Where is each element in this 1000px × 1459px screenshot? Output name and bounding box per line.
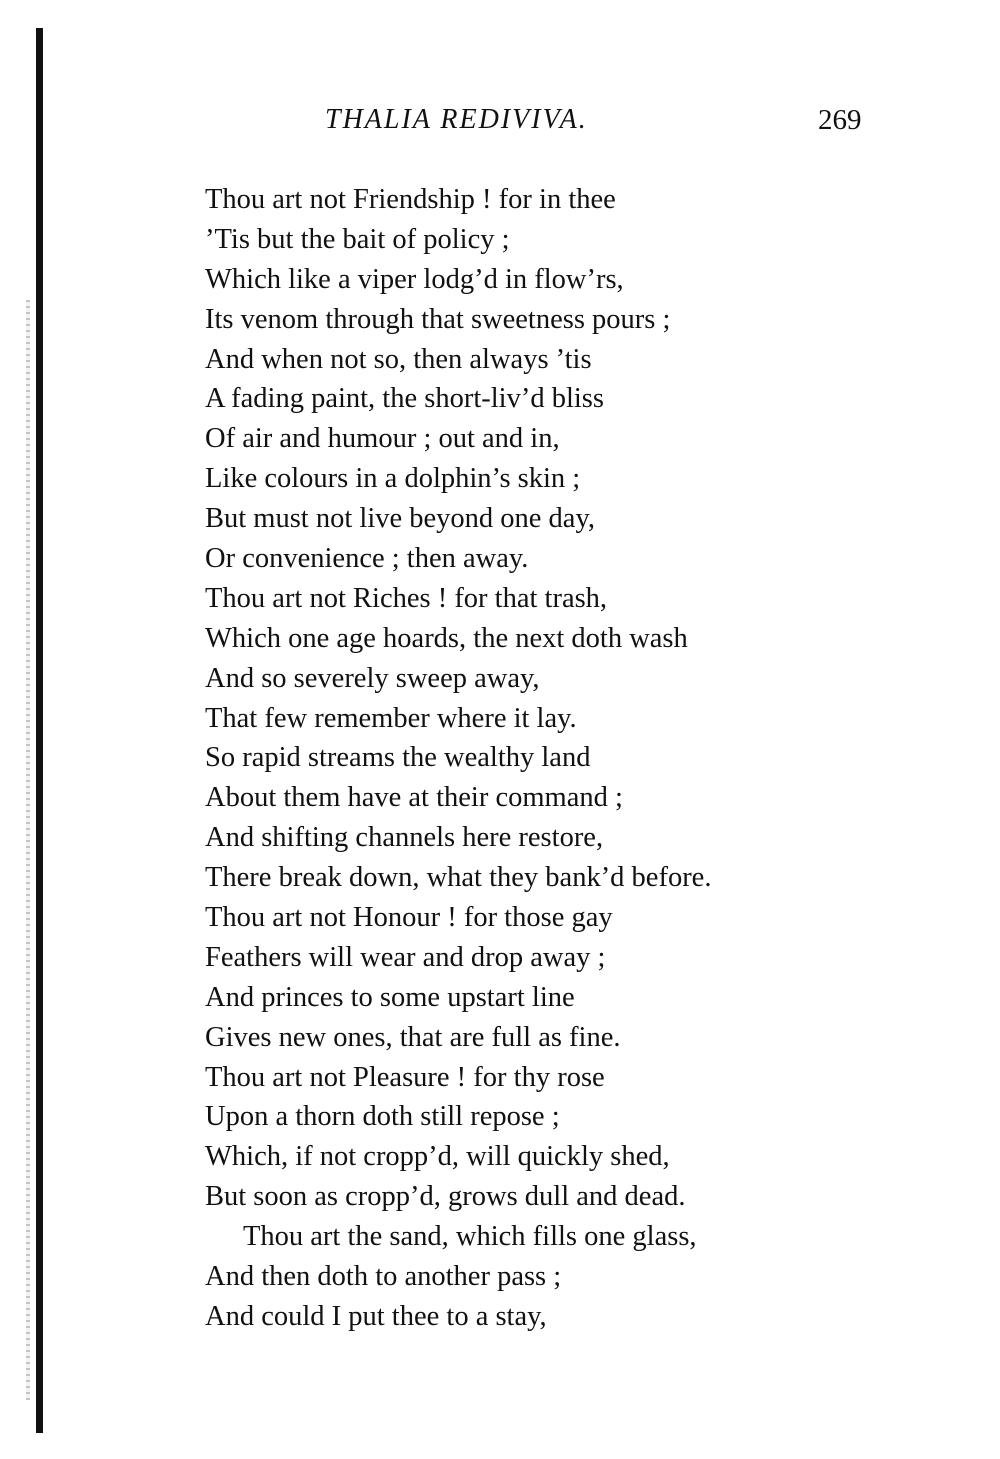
poem-line: Feathers will wear and drop away ; (205, 941, 606, 973)
poem-line: Which, if not cropp’d, will quickly shed, (205, 1141, 670, 1173)
poem-line: Which one age hoards, the next doth wash (205, 622, 688, 654)
poem-line: Like colours in a dolphin’s skin ; (205, 463, 581, 495)
poem-line: That few remember where it lay. (205, 702, 577, 734)
page-number: 269 (818, 104, 862, 136)
poem-body (205, 180, 905, 1337)
page-binding-edge (36, 28, 43, 1433)
poem-line: And shifting channels here restore, (205, 822, 604, 854)
poem-line: And could I put thee to a stay, (205, 1300, 547, 1332)
poem-line: About them have at their command ; (205, 782, 623, 814)
poem-line: And when not so, then always ’tis (205, 343, 592, 375)
poem-line: Which like a viper lodg’d in flow’rs, (205, 263, 624, 295)
poem-line: Or convenience ; then away. (205, 543, 529, 575)
poem-line: And then doth to another pass ; (205, 1261, 562, 1293)
poem-line: But must not live beyond one day, (205, 503, 595, 535)
poem-line: There break down, what they bank’d before. (205, 862, 712, 894)
poem-line: A fading paint, the short-liv’d bliss (205, 383, 604, 415)
poem-line: Gives new ones, that are full as fine. (205, 1021, 621, 1053)
poem-line: And princes to some upstart line (205, 981, 575, 1013)
poem-line: But soon as cropp’d, grows dull and dead. (205, 1181, 686, 1213)
poem-line: Thou art not Friendship ! for in thee (205, 184, 616, 215)
running-title: THALIA REDIVIVA. (325, 104, 588, 135)
poem-line: Of air and humour ; out and in, (205, 423, 560, 455)
poem-line: Upon a thorn doth still repose ; (205, 1101, 560, 1133)
poem-line: Thou art not Pleasure ! for thy rose (205, 1061, 605, 1093)
poem-line: ’Tis but the bait of policy ; (205, 223, 510, 255)
poem-line: Thou art not Honour ! for those gay (205, 902, 613, 934)
poem-line: So rapid streams the wealthy land (205, 742, 591, 774)
poem-line-indented: Thou art the sand, which fills one glass, (243, 1221, 697, 1253)
poem-line: Thou art not Riches ! for that trash, (205, 582, 608, 614)
page-binding-shadow (26, 300, 30, 1400)
poem-line: Its venom through that sweetness pours ; (205, 303, 671, 335)
poem-line: And so severely sweep away, (205, 662, 540, 694)
